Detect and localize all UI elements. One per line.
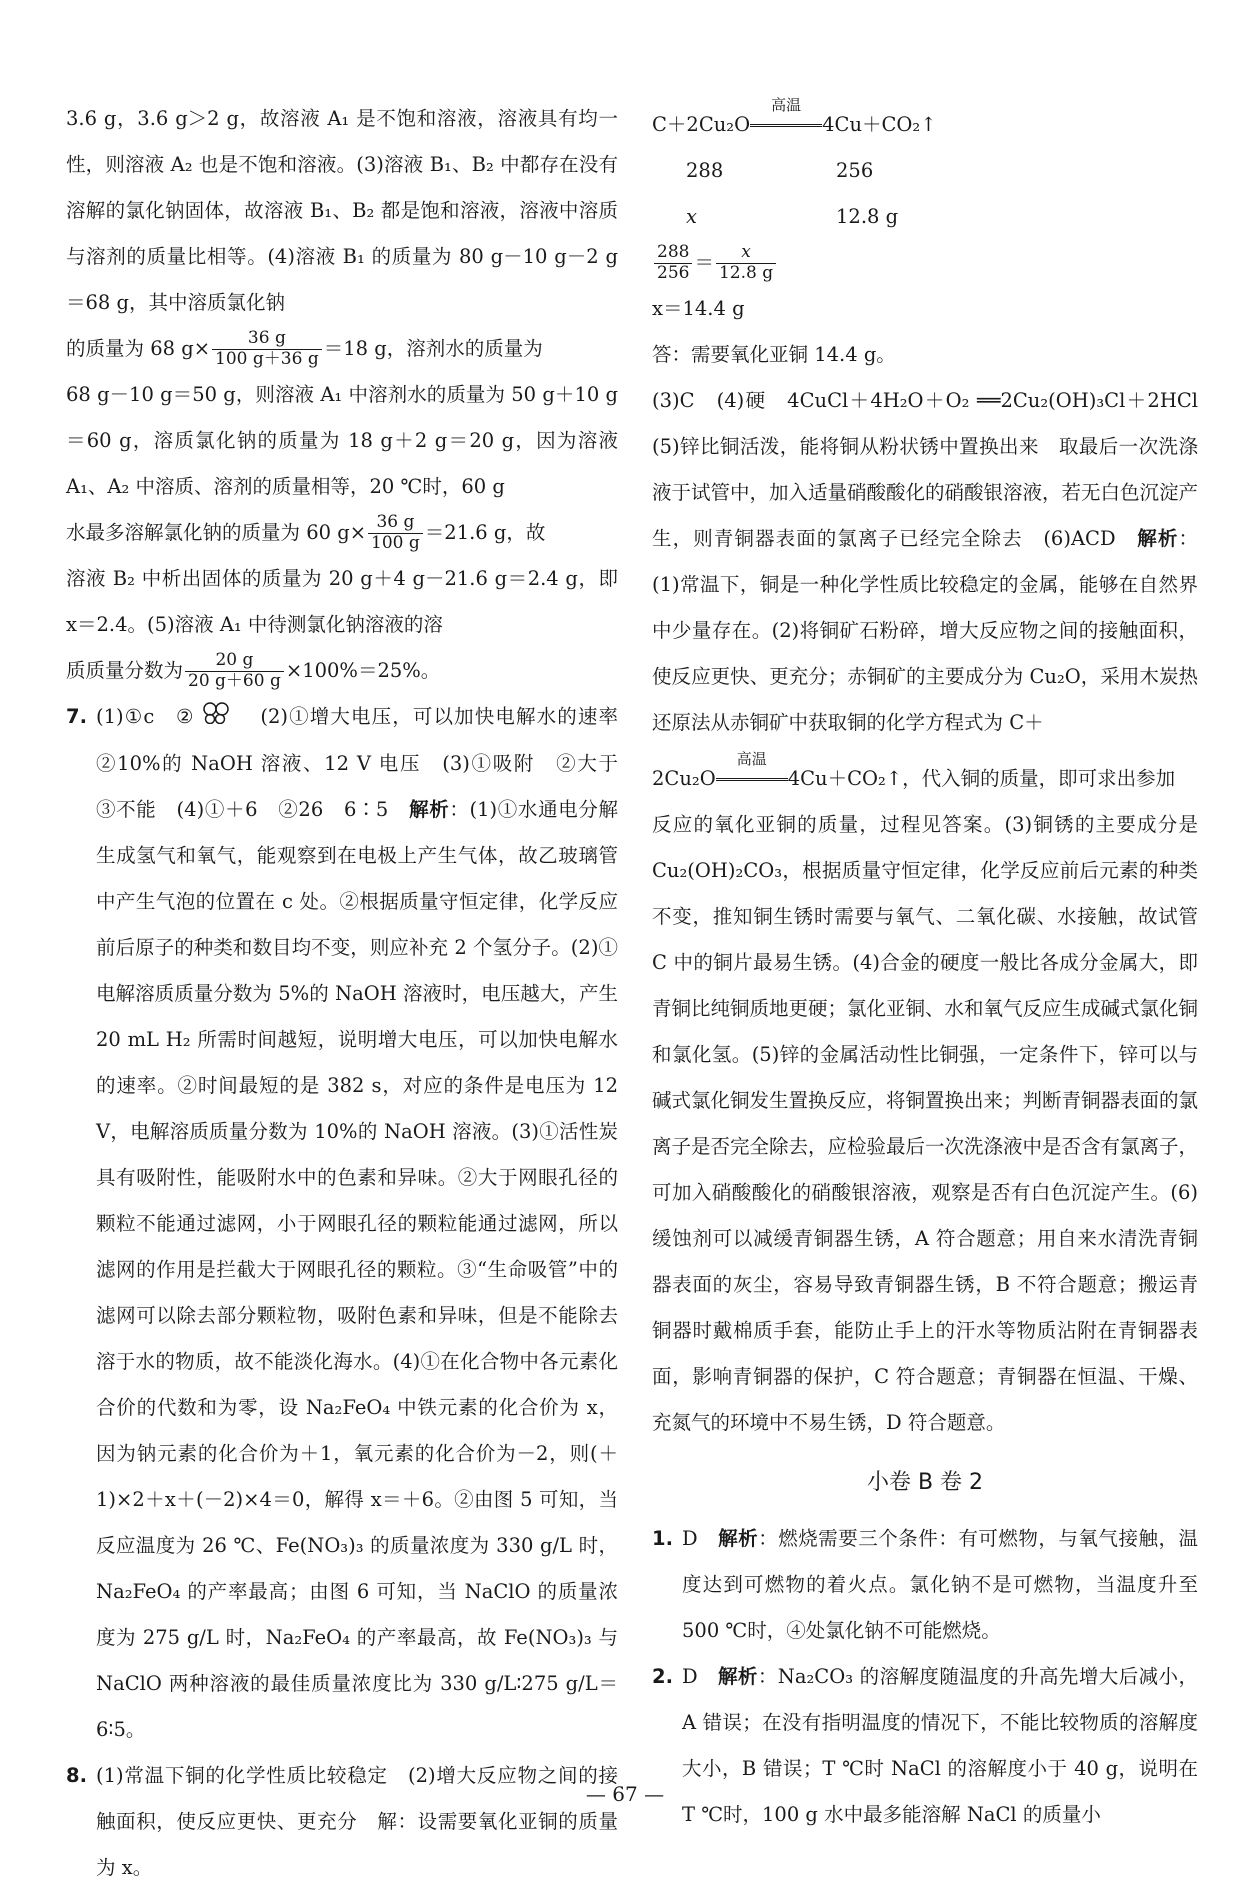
left-paragraph-6: 质质量分数为 $\frac{20 g}{20 g+60 g}$ ×100%＝25%。 [66,650,441,691]
chemical-equation: C＋2Cu₂O 高温 4Cu＋CO₂↑ [652,102,1198,148]
left-paragraph-1: 3.6 g，3.6 g＞2 g，故溶液 A₁ 是不饱和溶液，溶液具有均一性，则溶液 A₂ 也是不饱和溶液。(3)溶液 B₁、B₂ 中都存在没有溶解的氯化钠固体，故溶液 B₁、B₂ 都是饱和溶液，溶液中溶质与溶剂的质量比相等。(4)溶液 B₁ 的质量为 80 g－10 g－2 g＝68 g，其中溶质氯化钠 [66,107,618,314]
right-column [652,96,1218,1838]
right-paragraph-b: 反应的氧化亚铜的质量，过程见答案。(3)铜锈的主要成分是 Cu₂(OH)₂CO₃，根据质量守恒定律，化学反应前后元素的种类不变，推知铜生锈时需要与氧气、二氧化碳、水接触，故试管 C 中的铜片最易生锈。(4)合金的硬度一般比各成分金属大，即青铜比纯铜质地更硬；氯化亚铜、水和氧气反应生成碱式氯化铜和氯化氢。(5)锌的金属活动性比铜强，一定条件下，锌可以与碱式氯化铜发生置换反应，将铜置换出来；判断青铜器表面的氯离子是否完全除去，应检验最后一次洗涤液中是否含有氯离子，可加入硝酸酸化的硝酸银溶液，观察是否有白色沉淀产生。(6)缓蚀剂可以减缓青铜器生锈，A 符合题意；用自来水清洗青铜器表面的灰尘，容易导致青铜器生锈，B 不符合题意；搬运青铜器时戴棉质手套，能防止手上的汗水等物质沾附在青铜器表面，影响青铜器的保护，C 符合题意；青铜器在恒温、干燥、充氮气的环境中不易生锈，D 符合题意。 [652,813,1199,1434]
analysis-label: 解析 [1137,527,1179,550]
left-paragraph-5: 溶液 B₂ 中析出固体的质量为 20 g＋4 g－21.6 g＝2.4 g，即 x＝2.4。(5)溶液 A₁ 中待测氯化钠溶液的溶 [66,567,618,636]
reaction-condition: 高温 [750,102,822,148]
page-number: — 67 — [585,1782,665,1806]
question-1-text: D 解析：燃烧需要三个条件：有可燃物，与氧气接触，温度达到可燃物的着火点。氯化钠不是可燃物，当温度升至 500 ℃时，④处氯化钠不可能燃烧。 [682,1527,1198,1642]
question-number: 7. [66,705,87,728]
question-7-text: (1)①c ② (2)①增大电压，可以加快电解水的速率 ②10%的 NaOH 溶液、12 V 电压 (3)①吸附 ②大于 ③不能 (4)①＋6 ②26 6∶5 解析：(1)①水通电分解生成氢气和氧气，能观察到在电极上产生气体，故乙玻璃管中产生气泡的位置在 c 处。②根据质量守恒定律，化学反应前后原子的种类和数目均不变，则应补充 2 个氢分子。(2)①电解溶质质量分数为 5%的 NaOH 溶液时，电压越大，产生 20 mL H₂ 所需时间越短，说明增大电压，可以加快电解水的速率。②时间最短的是 382 s，对应的条件是电压为 12 V，电解溶质质量分数为 10%的 NaOH 溶液。(3)①活性炭具有吸附性，能吸附水中的色素和异味。②大于网眼孔径的颗粒不能通过滤网，小于网眼孔径的颗粒能通过滤网，所以滤网的作用是拦截大于网眼孔径的颗粒。③“生命吸管”中的滤网可以除去部分颗粒物，吸附色素和异味，但是不能除去溶于水的物质，故不能淡化海水。(4)①在化合物中各元素化合价的代数和为零，设 Na₂FeO₄ 中铁元素的化合价为 x，因为钠元素的化合价为＋1，氧元素的化合价为－2，则(＋1)×2＋x＋(－2)×4＝0，解得 x＝＋6。②由图 5 可知，当反应温度为 26 ℃、Fe(NO₃)₃ 的质量浓度为 330 g/L 时，Na₂FeO₄ 的产率最高；由图 6 可知，当 NaClO 的质量浓度为 275 g/L 时，Na₂FeO₄ 的产率最高，故 Fe(NO₃)₃ 与 NaClO 两种溶液的最佳质量浓度比为 330 g/L∶275 g/L＝6∶5。 [96,694,618,1753]
question-number: 2. [652,1665,673,1688]
fraction: $\frac{20 g}{20 g+60 g}$ [185,651,284,691]
mass-row-2: x 12.8 g [686,205,899,228]
section-title: 小卷 B 卷 2 [866,1470,984,1495]
left-paragraph-2: 的质量为 68 g× $\frac{36 g}{100 g+36 g}$ ＝18 g，溶剂水的质量为 [66,328,543,369]
question-number: 8. [66,1763,87,1787]
question-8 [66,1753,618,1891]
right-paragraph-a: (3)C (4)硬 4CuCl＋4H₂O＋O₂ ══2Cu₂(OH)₃Cl＋2HCl (5)锌比铜活泼，能将铜从粉状锈中置换出来 取最后一次洗涤液于试管中，加入适量硝酸酸化的硝酸银溶液，若无白色沉淀产生，则青铜器表面的氯离子已经完全除去 (6)ACD 解析：(1)常温下，铜是一种化学性质比较稳定的金属，能够在自然界中少量存在。(2)将铜矿石粉碎，增大反应物之间的接触面积，使反应更快、更充分；赤铜矿的主要成分为 Cu₂O，采用木炭热还原法从赤铜矿中获取铜的化学方程式为 C＋ [652,389,1218,734]
fraction: $\frac{36 g}{100 g}$ [368,513,423,553]
question-2 [652,1654,1198,1838]
analysis-label: 解析 [409,797,450,821]
fraction: $\frac{36 g}{100 g+36 g}$ [212,329,322,369]
calculation-result: x＝14.4 g [652,297,745,320]
ratio-equation: $\frac{288}{256}$ ＝ $\frac{x}{12.8 g}$ [652,240,1198,286]
left-paragraph-3: 68 g－10 g＝50 g，则溶液 A₁ 中溶剂水的质量为 50 g＋10 g＝60 g，溶质氯化钠的质量为 18 g＋2 g＝20 g，因为溶液 A₁、A₂ 中溶质、溶剂的质量相等，20 ℃时，60 g [66,383,618,498]
mass-row-1: 288 256 [686,159,874,182]
answer-line: 答：需要氧化亚铜 14.4 g。 [652,343,896,366]
question-2-text: D 解析：Na₂CO₃ 的溶解度随温度的升高先增大后减小，A 错误；在没有指明温度的情况下，不能比较物质的溶解度大小，B 错误；T ℃时 NaCl 的溶解度小于 40 g，说明在 T ℃时，100 g 水中最多能溶解 NaCl 的质量小 [682,1665,1198,1826]
hydrogen-molecule-icon [199,695,239,741]
question-7 [66,694,638,1753]
question-8-text: (1)常温下铜的化学性质比较稳定 (2)增大反应物之间的接触面积，使反应更快、更充分 解：设需要氧化亚铜的质量为 x。 [96,1763,618,1879]
question-number: 1. [652,1527,673,1550]
analysis-label: 解析 [718,1665,758,1688]
question-1 [652,1516,1198,1654]
chemical-equation-2: 2Cu₂O 高温 4Cu＋CO₂↑，代入铜的质量，即可求出参加 [652,756,1198,802]
reaction-condition: 高温 [716,756,788,802]
analysis-label: 解析 [718,1527,759,1550]
left-paragraph-4: 水最多溶解氯化钠的质量为 60 g× $\frac{36 g}{100 g}$ ＝21.6 g，故 [66,512,546,553]
